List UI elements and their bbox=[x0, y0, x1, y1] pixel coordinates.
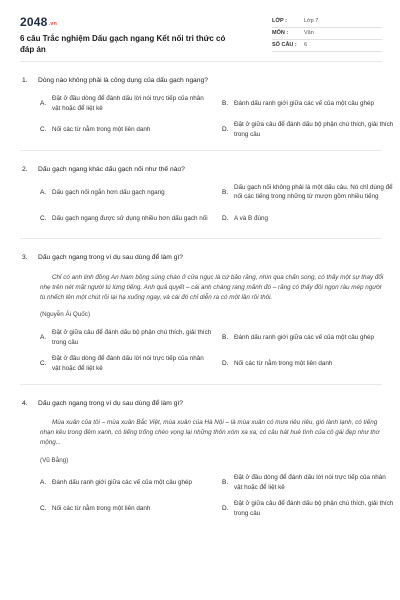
option-c[interactable]: C. Đặt ở đầu dòng để đánh dấu lời nói trực tiếp của nhân vật hoặc để liệt kê bbox=[40, 354, 204, 372]
option-a[interactable]: A. Đánh dấu ranh giới giữa các vế của một câu ghép bbox=[40, 478, 192, 486]
option-d[interactable]: D. A và B đúng bbox=[222, 214, 268, 222]
option-d[interactable]: D. Nối các từ nằm trong một liên danh bbox=[222, 359, 333, 367]
question-number: 1. bbox=[22, 77, 28, 84]
question-1 bbox=[20, 76, 394, 151]
option-b[interactable]: B. Đánh dấu ranh giới giữa các vế của một câu ghép bbox=[222, 333, 374, 341]
question-number: 3. bbox=[22, 254, 28, 262]
options bbox=[40, 182, 393, 228]
meta-class: LỚP : Lớp 7 bbox=[272, 16, 382, 28]
question-text: Dòng nào không phải là công dụng của dấu gạch ngang? bbox=[38, 77, 208, 84]
divider bbox=[20, 238, 382, 239]
divider bbox=[20, 150, 382, 151]
option-a[interactable]: A. Đặt ở đầu dòng để đánh dấu lời nói trực tiếp của nhân vật hoặc để liệt kê bbox=[40, 94, 204, 112]
options bbox=[40, 473, 394, 519]
options bbox=[40, 94, 394, 140]
option-a[interactable]: A. Dấu gạch nối ngắn hơn dấu gạch ngang bbox=[40, 188, 165, 196]
question-3 bbox=[20, 253, 382, 384]
question-2 bbox=[20, 165, 393, 240]
passage: Chỉ có anh linh đồng An Nam bồng súng chào ở cửa ngục là cứ bảo răng, nhìn qua chấn song, có thấy một sự thay đổi nhẹ trên nét mặt người tù lừng tiếng. Anh quả quyết – cái anh chàng rang mãnh đó – răng có thấy đôi ngọn râu mép người tù nhếch lên một chút rồi lại hạ xuống ngay, và cái đó chỉ diễn ra có một lần rồi thôi. bbox=[40, 274, 384, 301]
option-c[interactable]: C. Nối các từ nằm trong một liên danh bbox=[40, 125, 151, 133]
passage-source: (Nguyễn Ái Quốc) bbox=[40, 311, 91, 319]
question-4 bbox=[20, 399, 394, 519]
option-b[interactable]: B. Dấu gạch nối không phải là một dấu câu. Nó chỉ dùng để nối các tiếng trong những từ mượn gồm nhiều tiếng bbox=[222, 183, 393, 201]
passage: Mùa xuân của tôi – mùa xuân Bắc Việt, mùa xuân của Hà Nội – là mùa xuân có mưa riêu riêu, gió lành lạnh, có tiếng nhạn kêu trong đêm xanh, có tiếng trống chèo vọng lại những thôn xóm xa xa, có câu hát huê tình của cô gái đẹp như thơ mộng... bbox=[40, 419, 380, 446]
question-text: Dấu gạch ngang trong ví dụ sau dùng để làm gì? bbox=[38, 254, 183, 262]
question-text: Dấu gạch ngang khác dấu gạch nối như thế nào? bbox=[38, 165, 185, 173]
brand-block bbox=[20, 14, 240, 61]
option-d[interactable]: D. Đặt ở giữa câu để đánh dấu bộ phận chú thích, giải thích trong câu bbox=[222, 499, 394, 517]
divider bbox=[20, 384, 382, 385]
option-b[interactable]: B. Đặt ở đầu dòng để đánh dấu lời nói trực tiếp của nhân vật hoặc để liệt kê bbox=[222, 473, 386, 491]
option-d[interactable]: D. Đặt ở giữa câu để đánh dấu bộ phận chú thích, giải thích trong câu bbox=[222, 120, 394, 138]
question-text: Dấu gạch ngang trong ví dụ sau dùng để làm gì? bbox=[38, 399, 183, 407]
question-number: 2. bbox=[22, 165, 28, 173]
site-logo[interactable]: 2048.vn bbox=[20, 15, 58, 29]
passage-source: (Vũ Bằng) bbox=[40, 456, 69, 464]
page-header bbox=[20, 0, 382, 62]
option-a[interactable]: A. Đặt ở giữa câu để đánh dấu bộ phận chú thích, giải thích trong câu bbox=[40, 328, 212, 346]
meta-question-count: SỐ CÂU : 6 bbox=[272, 40, 382, 52]
option-c[interactable]: C. Dấu gạch ngang được sử dụng nhiều hơn dấu gạch nối bbox=[40, 214, 208, 222]
question-number: 4. bbox=[22, 399, 28, 407]
document-title: 6 câu Trắc nghiệm Dấu gạch ngang Kết nối tri thức có đáp án bbox=[20, 34, 226, 55]
option-b[interactable]: B. Đánh dấu ranh giới giữa các vế của một câu ghép bbox=[222, 99, 374, 107]
options bbox=[40, 328, 382, 374]
option-c[interactable]: C. Nối các từ nằm trong một liên danh bbox=[40, 504, 151, 512]
meta-info bbox=[272, 16, 382, 61]
meta-subject: MÔN : Văn bbox=[272, 28, 382, 40]
